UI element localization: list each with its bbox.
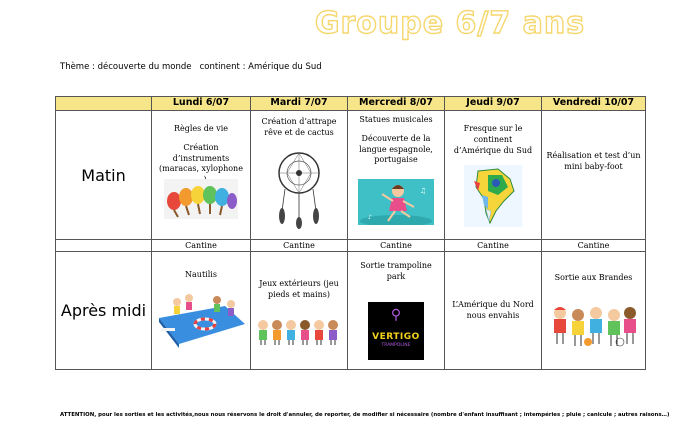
trampoline-jumper-icon: ⚲ bbox=[390, 307, 402, 323]
activity-cell bbox=[152, 111, 251, 240]
activity-cell bbox=[542, 252, 646, 370]
activity-title: Sortie aux Brandes bbox=[554, 273, 633, 282]
lunch-cell: Cantine bbox=[152, 240, 251, 252]
afternoon-row bbox=[56, 252, 646, 370]
activity-title: Réalisation et test d’un mini baby-foot bbox=[546, 151, 641, 171]
south-america-map-image bbox=[464, 165, 522, 227]
sports-kids-image bbox=[550, 304, 638, 348]
morning-row bbox=[56, 111, 646, 240]
day-header: Vendredi 10/07 bbox=[542, 97, 646, 111]
pool-image bbox=[155, 288, 247, 348]
disclaimer-footer: ATTENTION, pour les sorties et les activités,nous nous réservons le droit d'annuler, de reporter, de modifier si nécessaire (nombre d'enfant insuffisant ; intempéries ; pluie ; canicule ; autres raisons…) bbox=[60, 412, 670, 418]
activity-title: Règles de vie bbox=[173, 124, 229, 133]
vertigo-logo-sub: TRAMPOLINE bbox=[381, 343, 411, 349]
activity-title: Jeux extérieurs (jeu pieds et mains) bbox=[259, 279, 339, 299]
activity-title: L’Amérique du Nord nous envahis bbox=[452, 300, 534, 320]
activity-cell bbox=[152, 252, 251, 370]
vertigo-logo bbox=[368, 302, 424, 360]
page-title: Groupe 6/7 ans bbox=[314, 6, 586, 41]
lunch-cell: Cantine bbox=[251, 240, 348, 252]
slot-label-afternoon: Après midi bbox=[56, 252, 152, 370]
lunch-cell: Cantine bbox=[542, 240, 646, 252]
header-row bbox=[56, 97, 646, 111]
dreamcatcher-image bbox=[274, 151, 324, 229]
theme-line: Thème : découverte du monde continent : Amérique du Sud bbox=[60, 62, 322, 72]
lunch-slot-empty bbox=[56, 240, 152, 252]
vertigo-logo-text: VERTIGO bbox=[372, 331, 420, 342]
svg-text:♫: ♫ bbox=[420, 187, 427, 195]
activity-cell bbox=[251, 252, 348, 370]
activity-cell bbox=[348, 111, 445, 240]
activity-title: Sortie trampoline park bbox=[360, 261, 432, 281]
day-header: Jeudi 9/07 bbox=[445, 97, 542, 111]
slot-label-morning: Matin bbox=[56, 111, 152, 240]
svg-text:♪: ♪ bbox=[368, 214, 372, 221]
weekly-planning-table bbox=[55, 96, 646, 370]
activity-title: Nautilis bbox=[185, 270, 217, 279]
day-header: Mardi 7/07 bbox=[251, 97, 348, 111]
day-header: Lundi 6/07 bbox=[152, 97, 251, 111]
activity-detail: Création d’instruments (maracas, xylophone bbox=[159, 142, 243, 174]
activity-cell bbox=[542, 111, 646, 240]
lunch-cell: Cantine bbox=[348, 240, 445, 252]
kids-row-image bbox=[255, 318, 343, 346]
maracas-image bbox=[164, 179, 238, 219]
lunch-row bbox=[56, 240, 646, 252]
activity-cell bbox=[445, 111, 542, 240]
activity-title: Statues musicales bbox=[359, 115, 433, 124]
day-header: Mercredi 8/07 bbox=[348, 97, 445, 111]
activity-cell bbox=[348, 252, 445, 370]
lunch-cell: Cantine bbox=[445, 240, 542, 252]
activity-title: Création d’attrape rêve et de cactus bbox=[261, 117, 337, 137]
activity-cell bbox=[445, 252, 542, 370]
header-corner bbox=[56, 97, 152, 111]
activity-title: Fresque sur le continent d’Amérique du Sud bbox=[453, 124, 533, 155]
activity-detail: Découverte de la langue espagnole, portugaise bbox=[359, 133, 433, 165]
dancing-girl-image bbox=[358, 179, 434, 225]
activity-cell bbox=[251, 111, 348, 240]
